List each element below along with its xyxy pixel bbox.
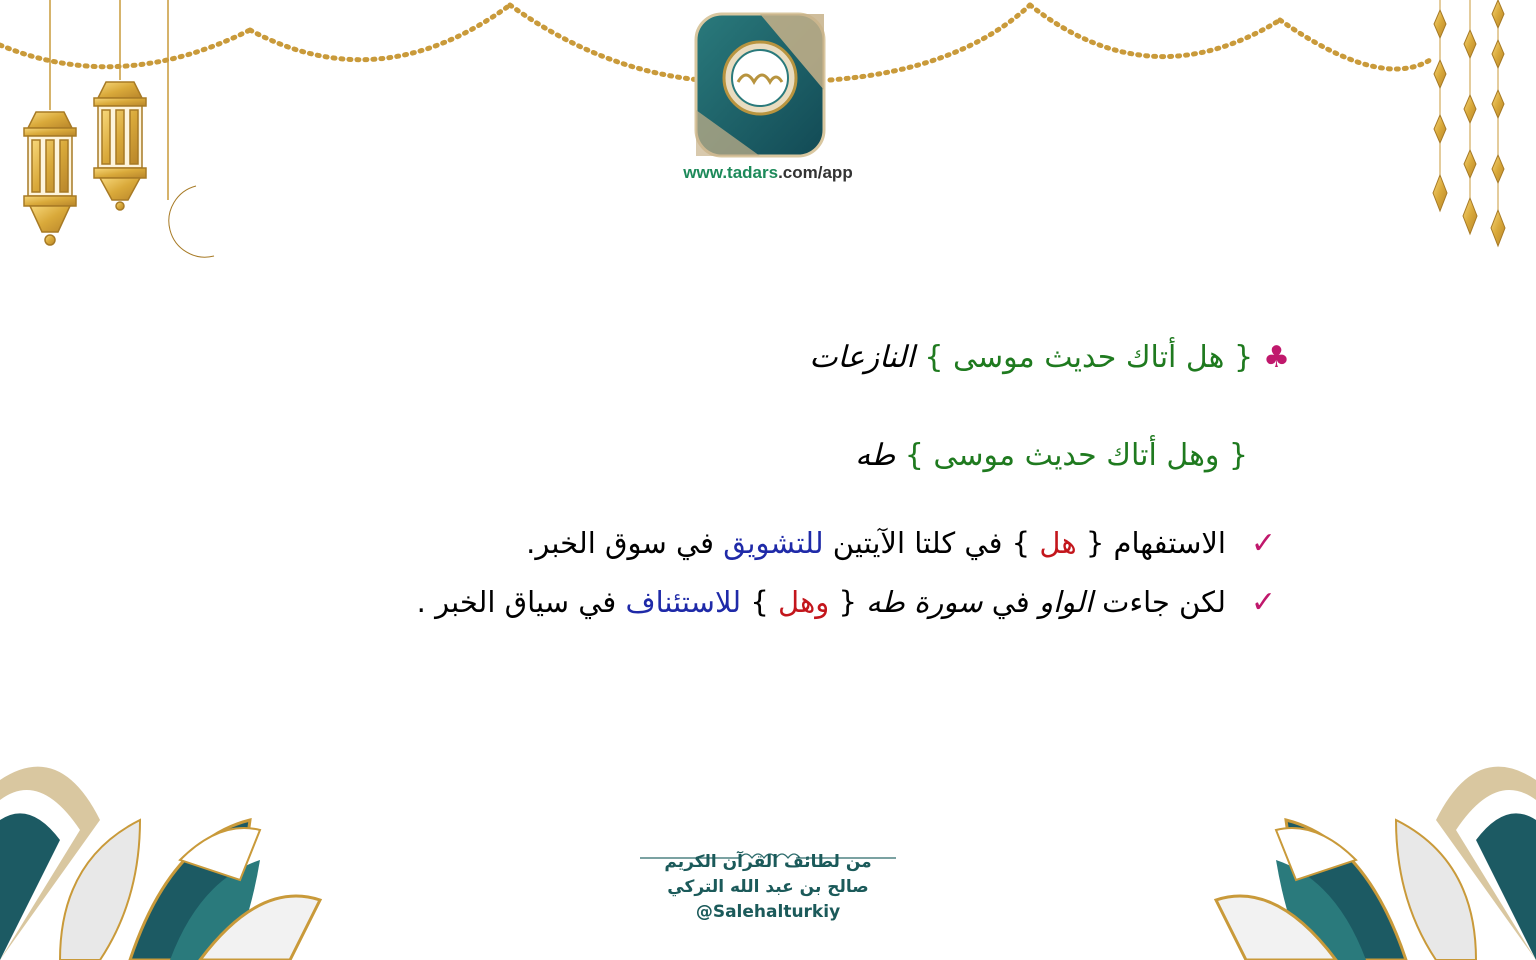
gold-chain-icon bbox=[1433, 0, 1505, 246]
surah-name: طه bbox=[855, 438, 896, 473]
note-text: { bbox=[829, 585, 867, 619]
highlight-word: للاستئناف bbox=[625, 585, 742, 619]
verse-text: وهل أتاك حديث موسى bbox=[933, 438, 1220, 473]
verse-close-brace: } bbox=[895, 438, 934, 473]
highlight-word: سورة طه bbox=[866, 585, 983, 619]
note-text: في سوق الخبر. bbox=[526, 526, 724, 560]
verse-line-taha bbox=[855, 438, 1248, 473]
verse-line-naziat bbox=[809, 340, 1290, 375]
verse-open-brace: { bbox=[1224, 340, 1254, 375]
check-icon: ✓ bbox=[1250, 526, 1276, 561]
url-prefix: www.tadars bbox=[683, 163, 779, 182]
surah-name: النازعات bbox=[809, 340, 915, 375]
note-text: } في كلتا الآيتين bbox=[823, 526, 1040, 560]
footer bbox=[600, 850, 936, 925]
highlight-word: وهل bbox=[778, 585, 830, 619]
url-suffix: .com/app bbox=[778, 163, 853, 182]
app-logo-icon bbox=[696, 14, 824, 156]
note-text: في bbox=[982, 585, 1039, 619]
check-icon: ✓ bbox=[1250, 585, 1276, 620]
floral-ornament-icon bbox=[0, 767, 320, 960]
app-url[interactable] bbox=[660, 163, 876, 183]
highlight-word: الواو bbox=[1038, 585, 1093, 619]
note-text: لكن جاءت bbox=[1092, 585, 1226, 619]
lantern-icon bbox=[94, 82, 146, 210]
note-text: } bbox=[741, 585, 779, 619]
highlight-word: للتشويق bbox=[723, 526, 824, 560]
floral-ornament-icon bbox=[1216, 767, 1536, 960]
footer-series-title: من لطائف القرآن الكريم bbox=[664, 852, 872, 872]
verse-close-brace: } bbox=[914, 340, 953, 375]
footer-handle[interactable]: @Salehalturkiy bbox=[695, 902, 841, 922]
note-line-2 bbox=[416, 585, 1276, 620]
club-icon: ♣ bbox=[1263, 340, 1290, 375]
verse-text: هل أتاك حديث موسى bbox=[952, 340, 1225, 375]
note-line-1 bbox=[526, 526, 1276, 561]
footer-author: صالح بن عبد الله التركي bbox=[667, 877, 869, 897]
highlight-word: هل bbox=[1039, 526, 1077, 560]
lantern-icon bbox=[24, 112, 76, 245]
note-text: في سياق الخبر . bbox=[416, 585, 626, 619]
verse-open-brace: { bbox=[1219, 438, 1248, 473]
note-text: الاستفهام { bbox=[1076, 526, 1226, 560]
crescent-icon bbox=[169, 186, 214, 257]
